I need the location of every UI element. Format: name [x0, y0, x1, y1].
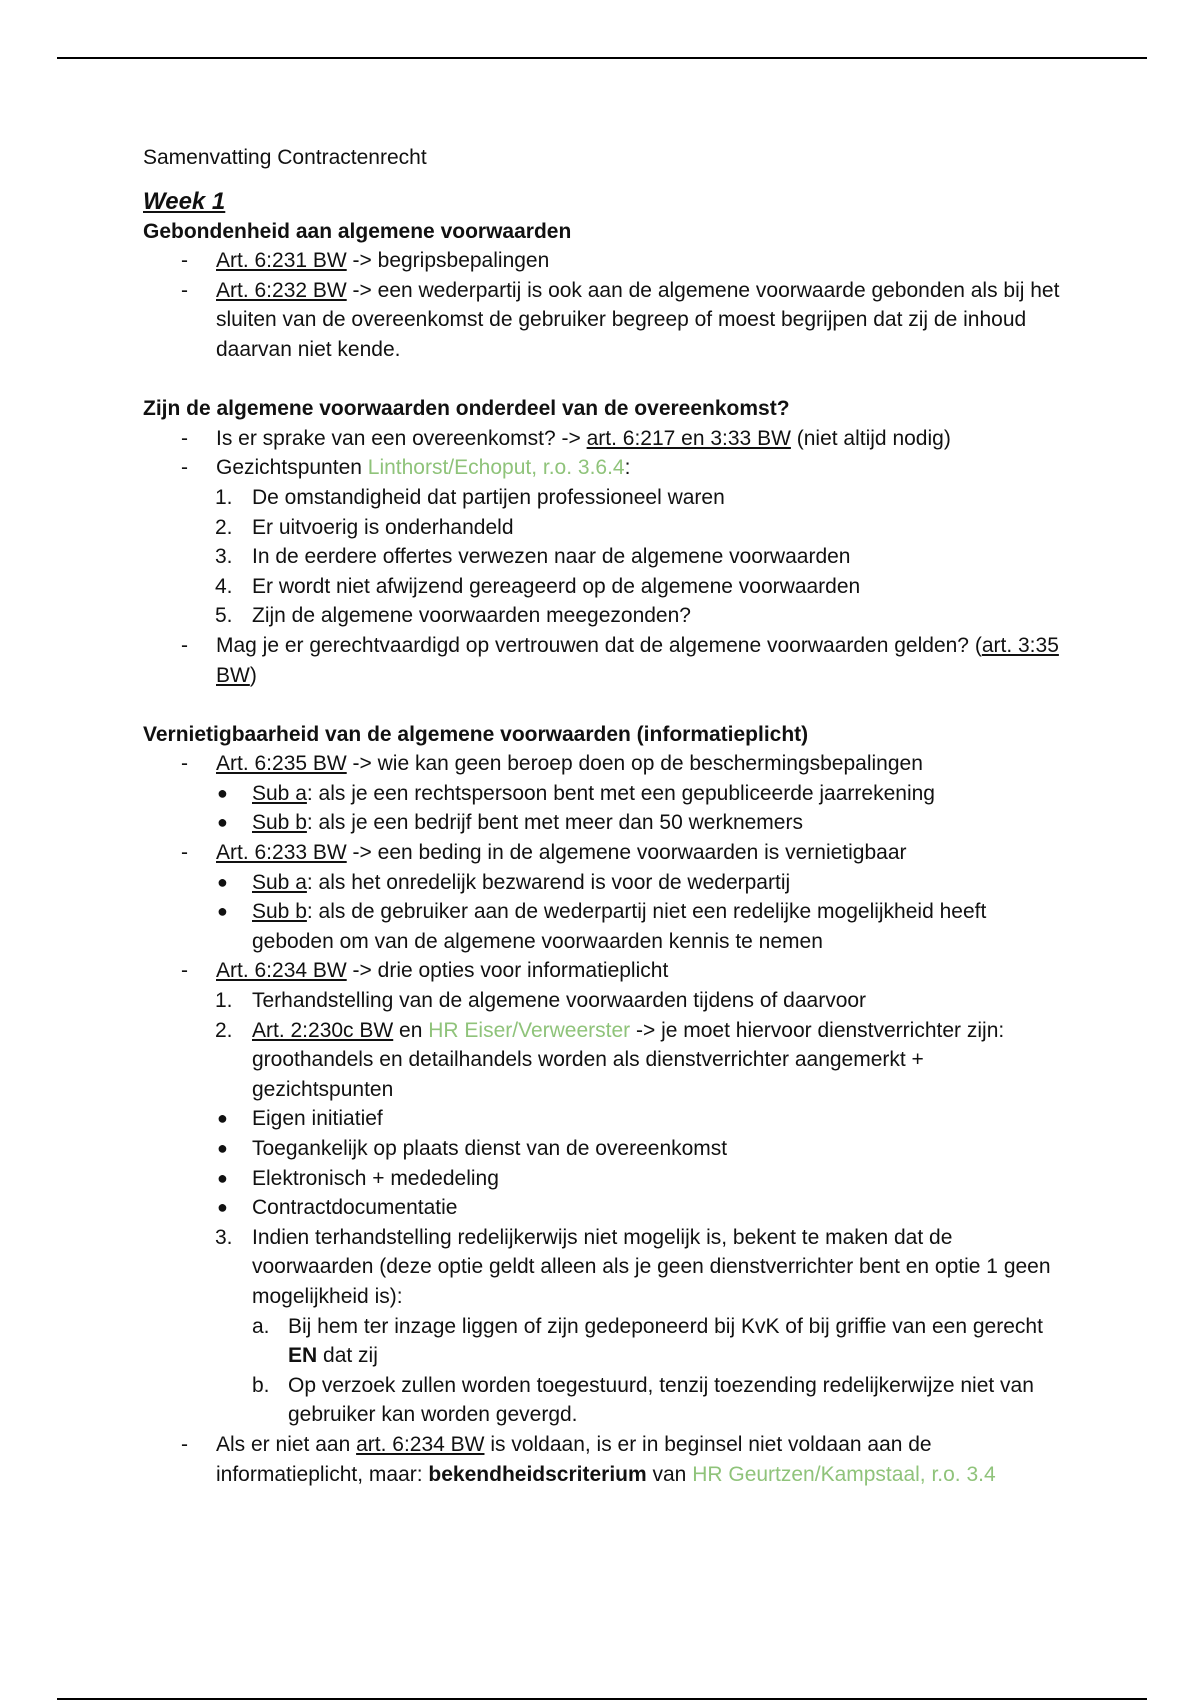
section-heading-gebondenheid: Gebondenheid aan algemene voorwaarden [143, 219, 572, 243]
list-item-text: Contractdocumentatie [252, 1196, 458, 1220]
list-item-text: Eigen initiatief [252, 1107, 383, 1131]
bullet-item [143, 1134, 1063, 1164]
list-item-text: ) [249, 663, 257, 687]
list-item [143, 246, 1063, 276]
bullet-marker: ● [217, 812, 228, 833]
article-reference: art. 3:35 BW [216, 633, 1059, 687]
article-reference: Art. 6:234 BW [216, 959, 347, 983]
letter-marker: a. [252, 1314, 270, 1338]
bullet-item [143, 808, 1063, 838]
list-item [143, 276, 1063, 365]
list-item-text: -> een beding in de algemene voorwaarden is vernietigbaar [346, 841, 907, 865]
number-marker: 3. [215, 545, 233, 569]
number-marker: 1. [215, 989, 233, 1013]
article-reference: Art. 6:233 BW [216, 841, 347, 865]
list-item-text: : [624, 456, 631, 480]
bullet-item [143, 779, 1063, 809]
bullet-marker: ● [217, 1167, 228, 1188]
article-reference: art. 6:217 en 3:33 BW [586, 426, 791, 450]
list-item-text: en [393, 1018, 429, 1042]
bullet-marker: ● [217, 1197, 228, 1218]
list-item-text: Op verzoek zullen worden toegestuurd, tenzij toezending redelijkerwijze niet van gebruiker kan worden gevergd. [288, 1373, 1034, 1427]
bullet-marker: ● [217, 1108, 228, 1129]
document-page [143, 143, 1063, 1489]
sub-label: Sub b [252, 811, 307, 835]
article-reference: art. 6:234 BW [356, 1432, 485, 1456]
bullet-item [143, 897, 1063, 956]
list-item [143, 838, 1063, 868]
case-reference: Linthorst/Echoput, r.o. 3.6.4 [367, 456, 625, 480]
dash-marker: - [181, 633, 188, 657]
list-item-text: van [646, 1462, 693, 1486]
sub-label: Sub a [252, 781, 307, 805]
list-item-text: Gezichtspunten [216, 456, 368, 480]
list-item-text: : als de gebruiker aan de wederpartij niet een redelijke mogelijkheid heeft geboden om van de algemene voorwaarden kennis te nemen [252, 900, 987, 953]
sub-label: Sub a [252, 870, 307, 894]
article-reference: Art. 6:235 BW [216, 752, 347, 776]
numbered-item [143, 1016, 1063, 1105]
article-reference: Art. 6:232 BW [216, 278, 347, 302]
numbered-item [143, 1223, 1063, 1312]
list-item-text: Mag je er gerechtvaardigd op vertrouwen dat de algemene voorwaarden gelden? ( [216, 633, 982, 657]
article-reference: Art. 6:231 BW [216, 249, 347, 273]
list-item-text: is voldaan, is er in beginsel niet voldaan aan de informatieplicht, maar: [216, 1432, 932, 1486]
list-item [143, 424, 1063, 454]
bullet-marker: ● [217, 1138, 228, 1158]
lettered-item [143, 1371, 1063, 1430]
list-item-text: Er wordt niet afwijzend gereageerd op de algemene voorwaarden [252, 574, 861, 598]
list-item-text: Zijn de algemene voorwaarden meegezonden? [252, 604, 691, 628]
dash-marker: - [181, 426, 188, 450]
list-item-text: : als je een rechtspersoon bent met een gepubliceerde jaarrekening [306, 781, 935, 805]
list-item [143, 453, 1063, 483]
emphasis-text: bekendheidscriterium [428, 1462, 647, 1486]
letter-marker: b. [252, 1373, 270, 1397]
list-item-text: Toegankelijk op plaats dienst van de overeenkomst [252, 1137, 728, 1160]
list-item-text: Elektronisch + mededeling [252, 1166, 499, 1190]
dash-marker: - [181, 841, 188, 865]
list-item-text: Er uitvoerig is onderhandeld [252, 515, 514, 539]
bullet-marker: ● [217, 871, 228, 892]
numbered-item [143, 601, 1063, 631]
number-marker: 3. [215, 1225, 233, 1249]
article-reference: Art. 2:230c BW [252, 1018, 394, 1042]
list-item-text: -> een wederpartij is ook aan de algemene voorwaarde gebonden als bij het sluiten van de overeenkomst de gebruiker begreep of moest begrijpen dat zij de inhoud daarvan niet kende. [216, 278, 1060, 361]
list-item-text: Terhandstelling van de algemene voorwaarden tijdens of daarvoor [252, 989, 867, 1013]
list-item-text: dat zij [317, 1344, 378, 1368]
list-item-text: : als het onredelijk bezwarend is voor de wederpartij [306, 870, 791, 894]
numbered-item [143, 513, 1063, 543]
list-item-text: In de eerdere offertes verwezen naar de algemene voorwaarden [252, 545, 851, 569]
bullet-marker: ● [217, 782, 228, 803]
list-item-text: Indien terhandstelling redelijkerwijs niet mogelijk is, bekent te maken dat de voorwaarden (deze optie geldt alleen als je geen dienstverrichter bent en optie 1 geen mogelijkheid is): [252, 1225, 1051, 1308]
list-item-text: (niet altijd nodig) [790, 426, 951, 450]
list-item [143, 749, 1063, 779]
number-marker: 1. [215, 485, 233, 509]
section-heading-onderdeel: Zijn de algemene voorwaarden onderdeel van de overeenkomst? [143, 397, 790, 421]
dash-marker: - [181, 959, 188, 983]
section-heading-vernietigbaarheid: Vernietigbaarheid van de algemene voorwaarden (informatieplicht) [143, 722, 809, 746]
bullet-item [143, 868, 1063, 898]
numbered-item [143, 542, 1063, 572]
bullet-item [143, 1164, 1063, 1194]
header-rule [57, 57, 1147, 59]
case-reference: HR Geurtzen/Kampstaal, r.o. 3.4 [692, 1462, 996, 1486]
lettered-item [143, 1312, 1063, 1371]
numbered-item [143, 483, 1063, 513]
list-item-text: -> wie kan geen beroep doen op de beschermingsbepalingen [346, 752, 923, 776]
list-item [143, 631, 1063, 690]
dash-marker: - [181, 1432, 188, 1456]
list-item-text: De omstandigheid dat partijen professioneel waren [252, 485, 725, 509]
list-item [143, 1430, 1063, 1489]
number-marker: 2. [215, 515, 233, 539]
list-item-text: Bij hem ter inzage liggen of zijn gedeponeerd bij KvK of bij griffie van een gerecht [288, 1314, 1043, 1338]
document-title: Samenvatting Contractenrecht [143, 146, 427, 169]
list-item-text: Als er niet aan [216, 1432, 357, 1456]
dash-marker: - [181, 456, 188, 480]
dash-marker: - [181, 249, 188, 273]
list-item-text: -> begripsbepalingen [346, 249, 550, 273]
emphasis-text: EN [288, 1344, 318, 1368]
list-item-text: Is er sprake van een overeenkomst? -> [216, 426, 587, 450]
week-heading: Week 1 [143, 187, 226, 215]
dash-marker: - [181, 278, 188, 302]
list-item-text: : als je een bedrijf bent met meer dan 50 werknemers [306, 811, 803, 835]
list-item [143, 956, 1063, 986]
list-item-text: -> je moet hiervoor dienstverrichter zijn: groothandels en detailhandels worden als dienstverrichter aangemerkt + gezichtspunten [252, 1018, 1005, 1101]
number-marker: 4. [215, 574, 233, 598]
number-marker: 2. [215, 1018, 233, 1042]
list-item-text: -> drie opties voor informatieplicht [346, 959, 669, 983]
case-reference: HR Eiser/Verweerster [428, 1018, 631, 1042]
numbered-item [143, 572, 1063, 602]
bullet-item [143, 1104, 1063, 1134]
numbered-item [143, 986, 1063, 1016]
bullet-marker: ● [217, 901, 228, 922]
bullet-item [143, 1193, 1063, 1223]
sub-label: Sub b [252, 900, 307, 924]
number-marker: 5. [215, 604, 233, 628]
dash-marker: - [181, 752, 188, 776]
